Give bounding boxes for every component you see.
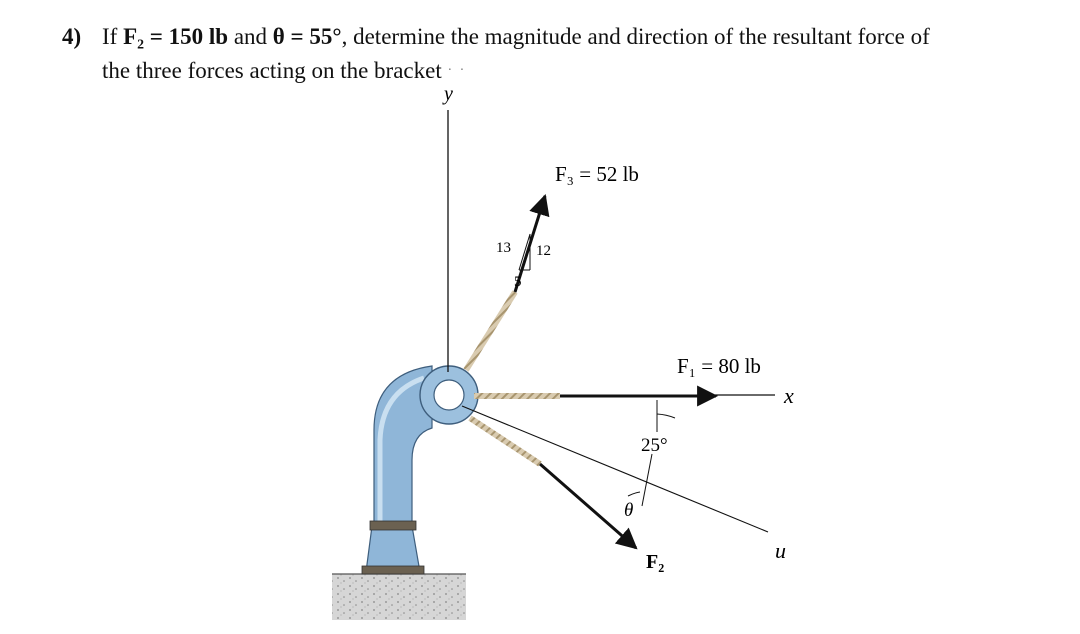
f2-reference-line: [642, 454, 652, 506]
f1-label: F₁ = 80 lb: [677, 354, 761, 378]
pipe-bracket: [362, 366, 478, 574]
problem-line-2-text: the three forces acting on the bracket: [102, 58, 442, 83]
f2-label: F₂: [646, 551, 665, 573]
theta-value: θ = 55°: [272, 24, 342, 49]
text-and: and: [233, 24, 268, 49]
x-axis-label: x: [784, 383, 794, 408]
u-axis: [462, 406, 768, 532]
slope-label-5: 5: [514, 274, 522, 290]
y-axis-label: y: [444, 83, 453, 105]
f2-value: F₂ = 150 lb: [123, 24, 229, 49]
f2-cable: [470, 418, 540, 464]
text-if: If: [102, 24, 118, 49]
text-rest: , determine the magnitude and direction of the resultant force of: [341, 24, 930, 49]
ground: [332, 574, 466, 620]
f3-label: F₃ = 52 lb: [555, 162, 639, 186]
angle-25-arc: [657, 414, 675, 418]
f3-cable: [466, 292, 515, 370]
u-axis-label: u: [775, 538, 786, 563]
angle-theta-label: θ: [624, 500, 634, 521]
pipe-band-upper: [370, 521, 416, 530]
angle-25-label: 25°: [641, 435, 668, 456]
f2-arrow: [540, 464, 636, 548]
pipe-band-lower: [362, 566, 424, 574]
angle-theta-arc: [628, 492, 640, 496]
trailing-marks: · ·: [447, 63, 467, 78]
slope-label-12: 12: [536, 243, 551, 259]
problem-number: 4): [62, 24, 82, 49]
slope-label-13: 13: [496, 240, 511, 256]
